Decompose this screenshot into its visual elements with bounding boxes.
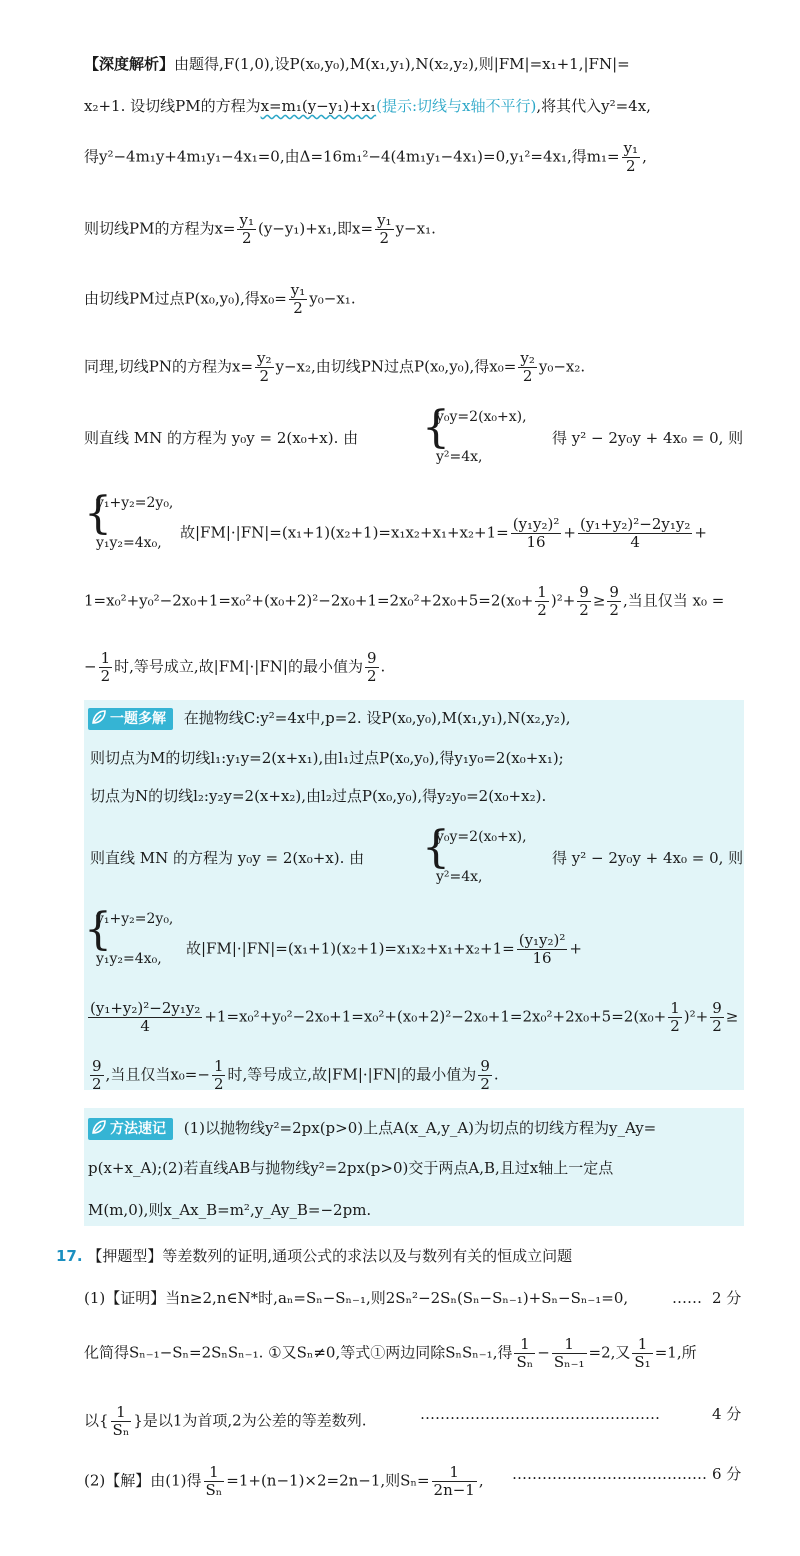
denominator: 2 <box>241 229 252 247</box>
denominator: 2n−1 <box>433 1481 475 1499</box>
fraction <box>212 1058 226 1093</box>
numerator: y₁ <box>377 211 392 229</box>
text: , <box>478 1471 484 1490</box>
fraction <box>432 1464 477 1499</box>
text: , <box>642 147 647 166</box>
text: =2,又 <box>588 1343 631 1362</box>
text: y₀−x₁. <box>309 289 356 308</box>
problem-title: 【押题型】等差数列的证明,通项公式的求法以及与数列有关的恒成立问题 <box>87 1247 573 1265</box>
text: ,当且仅当 x₀ = <box>622 591 725 610</box>
denominator: Sₙ₋₁ <box>553 1353 585 1371</box>
denominator: 16 <box>532 949 552 967</box>
numerator: 9 <box>366 649 377 667</box>
denominator: Sₙ <box>516 1353 534 1371</box>
denominator: 2 <box>522 367 533 385</box>
line <box>84 212 436 247</box>
score: 2 分 <box>712 1289 742 1307</box>
text: ≥ <box>725 1007 739 1026</box>
line <box>84 1464 484 1499</box>
line <box>86 1000 738 1035</box>
denominator: Sₙ <box>112 1421 130 1439</box>
fraction <box>255 350 274 385</box>
fraction <box>517 932 568 967</box>
numerator: 9 <box>609 583 619 601</box>
text: + <box>569 939 582 958</box>
fraction <box>99 650 113 685</box>
leader-dots: …… <box>672 1289 702 1307</box>
denominator: 2 <box>366 667 377 685</box>
numerator: 1 <box>670 999 680 1017</box>
system-eq: y²=4x, <box>436 869 483 885</box>
denominator: 2 <box>712 1017 722 1035</box>
denominator: 16 <box>526 533 546 551</box>
denominator: 2 <box>537 601 547 619</box>
system-eq: y₀y=2(x₀+x), <box>436 409 527 425</box>
text: 同理,切线PN的方程为x= <box>84 357 254 376</box>
fraction <box>552 1336 587 1371</box>
text: (2)【解】由(1)得 <box>84 1471 202 1490</box>
system-eq: y₁+y₂=2y₀, <box>96 495 174 511</box>
brace: { <box>422 402 450 453</box>
text: − <box>84 657 97 676</box>
fraction <box>607 584 621 619</box>
text: )²+ <box>550 591 576 610</box>
text: 时,等号成立,故|FM|·|FN|的最小值为 <box>114 657 363 676</box>
text: 得 y² − 2y₀y + 4x₀ = 0, 则 <box>552 849 744 867</box>
numerator: (y₁+y₂)²−2y₁y₂ <box>90 999 201 1017</box>
numerator: y₁ <box>623 139 639 157</box>
numerator: 1 <box>111 1404 132 1422</box>
fraction <box>710 1000 724 1035</box>
line <box>186 932 582 967</box>
text: . <box>380 657 386 676</box>
brace: { <box>422 822 450 873</box>
fraction <box>577 584 591 619</box>
text: ,当且仅当x₀=− <box>105 1065 210 1084</box>
problem-number: 17. <box>56 1247 83 1265</box>
brace: { <box>84 904 112 955</box>
text: +1=x₀²+y₀²−2x₀+1=x₀²+(x₀+2)²−2x₀+1=2x₀²+2x₀+5=2(x₀+ <box>204 1007 667 1026</box>
denominator: Sₙ <box>205 1481 223 1499</box>
text: y₀−x₂. <box>538 357 586 376</box>
denominator: 2 <box>609 601 619 619</box>
text: ,将其代入y²=4x, <box>536 97 651 115</box>
text: 得y²−4m₁y+4m₁y₁−4x₁=0,由Δ=16m₁²−4(4m₁y₁−4x₁)=0,y₁²=4x₁,得m₁= <box>84 147 620 166</box>
line <box>84 1404 366 1439</box>
numerator: 9 <box>579 583 589 601</box>
denominator: 2 <box>293 299 303 317</box>
text: }是以1为首项,2为公差的等差数列. <box>133 1411 367 1430</box>
line <box>84 584 724 619</box>
fraction <box>535 584 549 619</box>
numerator: 1 <box>514 1336 535 1354</box>
fraction <box>632 1336 652 1371</box>
line <box>84 96 651 116</box>
text: 时,等号成立,故|FM|·|FN|的最小值为 <box>227 1065 477 1084</box>
numerator: y₁ <box>239 211 254 229</box>
leader-dots: ………………………………… <box>512 1465 707 1483</box>
system-eq: y₁y₂=4x₀, <box>96 535 162 551</box>
line <box>84 350 585 385</box>
fraction <box>578 516 692 551</box>
text: + <box>694 523 707 542</box>
text: y−x₂,由切线PN过点P(x₀,y₀),得x₀= <box>275 357 517 376</box>
text: 以{ <box>84 1411 109 1430</box>
text: 化简得Sₙ₋₁−Sₙ=2SₙSₙ₋₁. ①又Sₙ≠0,等式①两边同除SₙSₙ₋₁,得 <box>84 1343 513 1362</box>
numerator: 1 <box>204 1464 225 1482</box>
denominator: S₁ <box>634 1353 651 1371</box>
multi-solution-tag <box>88 708 173 730</box>
line <box>84 282 356 317</box>
text: x₂+1. 设切线PM的方程为 <box>84 97 261 115</box>
denominator: 2 <box>379 229 390 247</box>
score: 6 分 <box>712 1465 742 1483</box>
line <box>84 54 630 74</box>
line <box>84 1336 697 1371</box>
fraction <box>375 212 394 247</box>
fraction <box>622 140 641 175</box>
text: 1=x₀²+y₀²−2x₀+1=x₀²+(x₀+2)²−2x₀+1=2x₀²+2x₀+5=2(x₀+ <box>84 591 534 610</box>
leaf-icon <box>92 710 106 724</box>
text: 则切线PM的方程为x= <box>84 219 236 238</box>
tag-label: 方法速记 <box>110 1121 166 1137</box>
numerator: 1 <box>432 1464 477 1482</box>
fraction <box>289 282 308 317</box>
text: 故|FM|·|FN|=(x₁+1)(x₂+1)=x₁x₂+x₁+x₂+1= <box>180 523 509 542</box>
numerator: 1 <box>213 1057 224 1075</box>
line <box>88 1058 499 1093</box>
text: (1)以抛物线y²=2px(p>0)上点A(x_A,y_A)为切点的切线方程为y_Ay= <box>183 1119 657 1137</box>
score: 4 分 <box>712 1405 742 1423</box>
denominator: 2 <box>626 157 636 175</box>
fraction <box>365 650 379 685</box>
numerator: (y₁+y₂)²−2y₁y₂ <box>580 515 691 533</box>
line <box>84 140 647 175</box>
line <box>88 1118 656 1140</box>
denominator: 2 <box>213 1075 224 1093</box>
text: 则直线 MN 的方程为 y₀y = 2(x₀+x). 由 <box>90 849 365 867</box>
leaf-icon <box>92 1120 106 1134</box>
denominator: 2 <box>92 1075 102 1093</box>
text: )²+ <box>683 1007 709 1026</box>
fraction <box>518 350 537 385</box>
method-notes-tag <box>88 1118 173 1140</box>
numerator: y₂ <box>257 349 272 367</box>
text: 则直线 MN 的方程为 y₀y = 2(x₀+x). 由 <box>84 429 359 447</box>
line <box>56 1246 572 1266</box>
denominator: 2 <box>259 367 270 385</box>
line <box>180 516 707 551</box>
text: . <box>493 1065 499 1084</box>
text: 在抛物线C:y²=4x中,p=2. 设P(x₀,y₀),M(x₁,y₁),N(x₂,y₂), <box>183 709 571 727</box>
denominator: 2 <box>579 601 589 619</box>
numerator: 1 <box>537 583 547 601</box>
text: 故|FM|·|FN|=(x₁+1)(x₂+1)=x₁x₂+x₁+x₂+1= <box>186 939 515 958</box>
fraction <box>204 1464 225 1499</box>
text: y−x₁. <box>395 219 436 238</box>
numerator: 1 <box>100 649 111 667</box>
system-eq: y₀y=2(x₀+x), <box>436 829 527 845</box>
text: x=m₁(y−y₁)+x₁ <box>260 97 377 115</box>
text: p(x+x_A);(2)若直线AB与抛物线y²=2px(p>0)交于两点A,B,且过x轴上一定点 <box>88 1159 614 1177</box>
text: 由切线PM过点P(x₀,y₀),得x₀= <box>84 289 287 308</box>
denominator: 2 <box>480 1075 490 1093</box>
hint-text: (提示:切线与x轴不平行) <box>376 97 537 115</box>
text: (y−y₁)+x₁,即x= <box>257 219 374 238</box>
numerator: (y₁y₂)² <box>512 515 560 533</box>
fraction <box>478 1058 492 1093</box>
denominator: 2 <box>670 1017 680 1035</box>
fraction <box>511 516 562 551</box>
text: =1,所 <box>654 1343 697 1362</box>
brace: { <box>84 488 112 539</box>
numerator: 9 <box>92 1057 102 1075</box>
text: + <box>563 523 576 542</box>
text: 切点为N的切线l₂:y₂y=2(x+x₂),由l₂过点P(x₀,y₀),得y₂y₀=2(x₀+x₂). <box>90 787 547 805</box>
fraction <box>668 1000 682 1035</box>
section-heading: 【深度解析】 <box>84 55 175 73</box>
text: 得 y² − 2y₀y + 4x₀ = 0, 则 <box>552 429 744 447</box>
numerator: y₁ <box>290 281 306 299</box>
line <box>88 708 571 730</box>
numerator: y₂ <box>520 349 535 367</box>
text: ≥ <box>592 591 606 610</box>
fraction <box>514 1336 535 1371</box>
fraction <box>88 1000 202 1035</box>
text: =1+(n−1)×2=2n−1,则Sₙ= <box>226 1471 430 1490</box>
numerator: (y₁y₂)² <box>518 931 566 949</box>
system-eq: y₁y₂=4x₀, <box>96 951 162 967</box>
tag-label: 一题多解 <box>110 711 166 727</box>
system-eq: y²=4x, <box>436 449 483 465</box>
text: − <box>537 1343 550 1362</box>
leader-dots: ………………………………………… <box>420 1405 660 1423</box>
numerator: 9 <box>480 1057 490 1075</box>
text: 由题得,F(1,0),设P(x₀,y₀),M(x₁,y₁),N(x₂,y₂),则|FM|=x₁+1,|FN|= <box>174 55 630 73</box>
text: 则切点为M的切线l₁:y₁y=2(x+x₁),由l₁过点P(x₀,y₀),得y₁y₀=2(x₀+x₁); <box>90 749 564 767</box>
denominator: 2 <box>100 667 111 685</box>
denominator: 4 <box>630 533 640 551</box>
text: (1)【证明】当n≥2,n∈N*时,aₙ=Sₙ−Sₙ₋₁,则2Sₙ²−2Sₙ(Sₙ−Sₙ₋₁)+Sₙ−Sₙ₋₁=0, <box>84 1289 629 1307</box>
fraction <box>90 1058 104 1093</box>
system-eq: y₁+y₂=2y₀, <box>96 911 174 927</box>
text: M(m,0),则x_Ax_B=m²,y_Ay_B=−2pm. <box>88 1201 372 1219</box>
numerator: 1 <box>632 1336 652 1354</box>
denominator: 4 <box>140 1017 150 1035</box>
fraction <box>237 212 256 247</box>
numerator: 1 <box>552 1336 587 1354</box>
line <box>84 650 385 685</box>
numerator: 9 <box>712 999 722 1017</box>
fraction <box>111 1404 132 1439</box>
